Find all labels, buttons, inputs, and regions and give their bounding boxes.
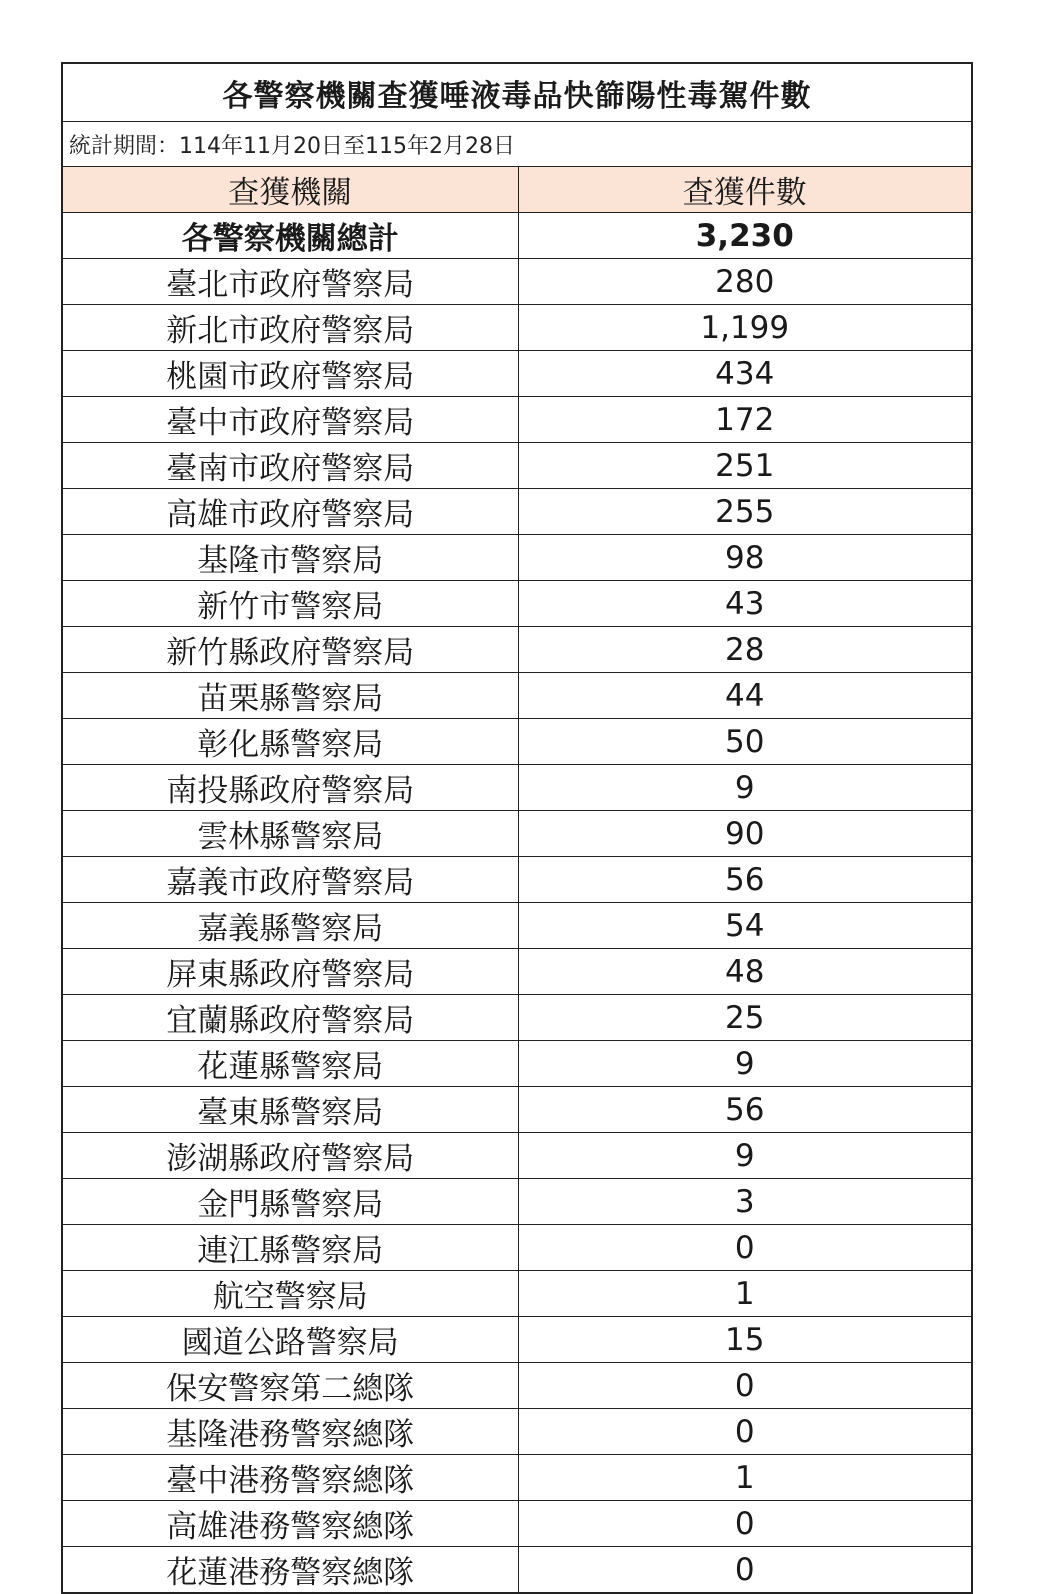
row-count: 9 bbox=[518, 765, 971, 811]
row-agency: 南投縣政府警察局 bbox=[63, 765, 518, 811]
table-row bbox=[63, 351, 971, 397]
row-agency: 國道公路警察局 bbox=[63, 1317, 518, 1363]
table-row bbox=[63, 305, 971, 351]
row-agency: 臺北市政府警察局 bbox=[63, 259, 518, 305]
row-count: 0 bbox=[518, 1225, 971, 1271]
row-agency: 臺南市政府警察局 bbox=[63, 443, 518, 489]
table-row bbox=[63, 1041, 971, 1087]
table-row bbox=[63, 1501, 971, 1547]
row-agency: 基隆港務警察總隊 bbox=[63, 1409, 518, 1455]
row-agency: 雲林縣警察局 bbox=[63, 811, 518, 857]
table-row bbox=[63, 489, 971, 535]
table-row bbox=[63, 1317, 971, 1363]
table-row bbox=[63, 857, 971, 903]
header-agency: 查獲機關 bbox=[63, 167, 518, 213]
table-row bbox=[63, 719, 971, 765]
row-agency: 宜蘭縣政府警察局 bbox=[63, 995, 518, 1041]
table-row bbox=[63, 1087, 971, 1133]
row-count: 280 bbox=[518, 259, 971, 305]
table-row bbox=[63, 949, 971, 995]
row-count: 44 bbox=[518, 673, 971, 719]
row-count: 48 bbox=[518, 949, 971, 995]
table-row bbox=[63, 259, 971, 305]
row-count: 1 bbox=[518, 1455, 971, 1501]
table-row bbox=[63, 765, 971, 811]
row-agency: 苗栗縣警察局 bbox=[63, 673, 518, 719]
row-count: 255 bbox=[518, 489, 971, 535]
row-count: 98 bbox=[518, 535, 971, 581]
row-agency: 臺中市政府警察局 bbox=[63, 397, 518, 443]
row-agency: 高雄市政府警察局 bbox=[63, 489, 518, 535]
table-row bbox=[63, 443, 971, 489]
row-agency: 保安警察第二總隊 bbox=[63, 1363, 518, 1409]
row-count: 0 bbox=[518, 1501, 971, 1547]
row-count: 172 bbox=[518, 397, 971, 443]
total-row bbox=[63, 213, 971, 259]
table-row bbox=[63, 1179, 971, 1225]
row-agency: 花蓮縣警察局 bbox=[63, 1041, 518, 1087]
row-agency: 高雄港務警察總隊 bbox=[63, 1501, 518, 1547]
row-count: 1,199 bbox=[518, 305, 971, 351]
total-count: 3,230 bbox=[518, 213, 971, 259]
row-agency: 花蓮港務警察總隊 bbox=[63, 1547, 518, 1593]
row-count: 28 bbox=[518, 627, 971, 673]
row-count: 434 bbox=[518, 351, 971, 397]
table-row bbox=[63, 1271, 971, 1317]
row-count: 1 bbox=[518, 1271, 971, 1317]
row-agency: 新竹市警察局 bbox=[63, 581, 518, 627]
row-agency: 新北市政府警察局 bbox=[63, 305, 518, 351]
row-count: 90 bbox=[518, 811, 971, 857]
row-count: 3 bbox=[518, 1179, 971, 1225]
row-count: 0 bbox=[734, 1551, 755, 1588]
row-count: 54 bbox=[518, 903, 971, 949]
row-agency: 臺東縣警察局 bbox=[63, 1087, 518, 1133]
row-agency: 彰化縣警察局 bbox=[63, 719, 518, 765]
table-row bbox=[63, 1547, 971, 1593]
table-row bbox=[63, 1409, 971, 1455]
row-count: 9 bbox=[518, 1041, 971, 1087]
table-row bbox=[63, 903, 971, 949]
row-count: 9 bbox=[518, 1133, 971, 1179]
row-agency: 嘉義市政府警察局 bbox=[63, 857, 518, 903]
table-row bbox=[63, 811, 971, 857]
table-header-row bbox=[63, 167, 971, 213]
row-count: 56 bbox=[518, 857, 971, 903]
total-agency: 各警察機關總計 bbox=[63, 213, 518, 259]
header-count: 查獲件數 bbox=[518, 167, 971, 213]
row-agency: 桃園市政府警察局 bbox=[63, 351, 518, 397]
statistics-table-sheet bbox=[61, 62, 973, 1594]
row-agency: 臺中港務警察總隊 bbox=[63, 1455, 518, 1501]
row-count: 0 bbox=[518, 1363, 971, 1409]
table-row bbox=[63, 397, 971, 443]
table-row bbox=[63, 627, 971, 673]
row-agency: 航空警察局 bbox=[63, 1271, 518, 1317]
agency-count-table bbox=[63, 167, 971, 1592]
table-row bbox=[63, 1225, 971, 1271]
row-agency: 金門縣警察局 bbox=[63, 1179, 518, 1225]
table-row bbox=[63, 673, 971, 719]
row-count: 0 bbox=[518, 1409, 971, 1455]
row-agency: 屏東縣政府警察局 bbox=[63, 949, 518, 995]
table-row bbox=[63, 1133, 971, 1179]
table-row bbox=[63, 1455, 971, 1501]
row-agency: 澎湖縣政府警察局 bbox=[63, 1133, 518, 1179]
statistics-period: 統計期間：114年11月20日至115年2月28日 bbox=[63, 122, 971, 167]
row-agency: 基隆市警察局 bbox=[63, 535, 518, 581]
row-count: 43 bbox=[518, 581, 971, 627]
table-row bbox=[63, 995, 971, 1041]
row-count: 50 bbox=[518, 719, 971, 765]
row-agency: 新竹縣政府警察局 bbox=[63, 627, 518, 673]
row-agency: 嘉義縣警察局 bbox=[63, 903, 518, 949]
table-row bbox=[63, 1363, 971, 1409]
row-count: 251 bbox=[518, 443, 971, 489]
row-count: 56 bbox=[518, 1087, 971, 1133]
row-count: 15 bbox=[518, 1317, 971, 1363]
table-row bbox=[63, 535, 971, 581]
table-title: 各警察機關查獲唾液毒品快篩陽性毒駕件數 bbox=[63, 64, 971, 122]
row-count: 25 bbox=[518, 995, 971, 1041]
table-row bbox=[63, 581, 971, 627]
row-agency: 連江縣警察局 bbox=[63, 1225, 518, 1271]
